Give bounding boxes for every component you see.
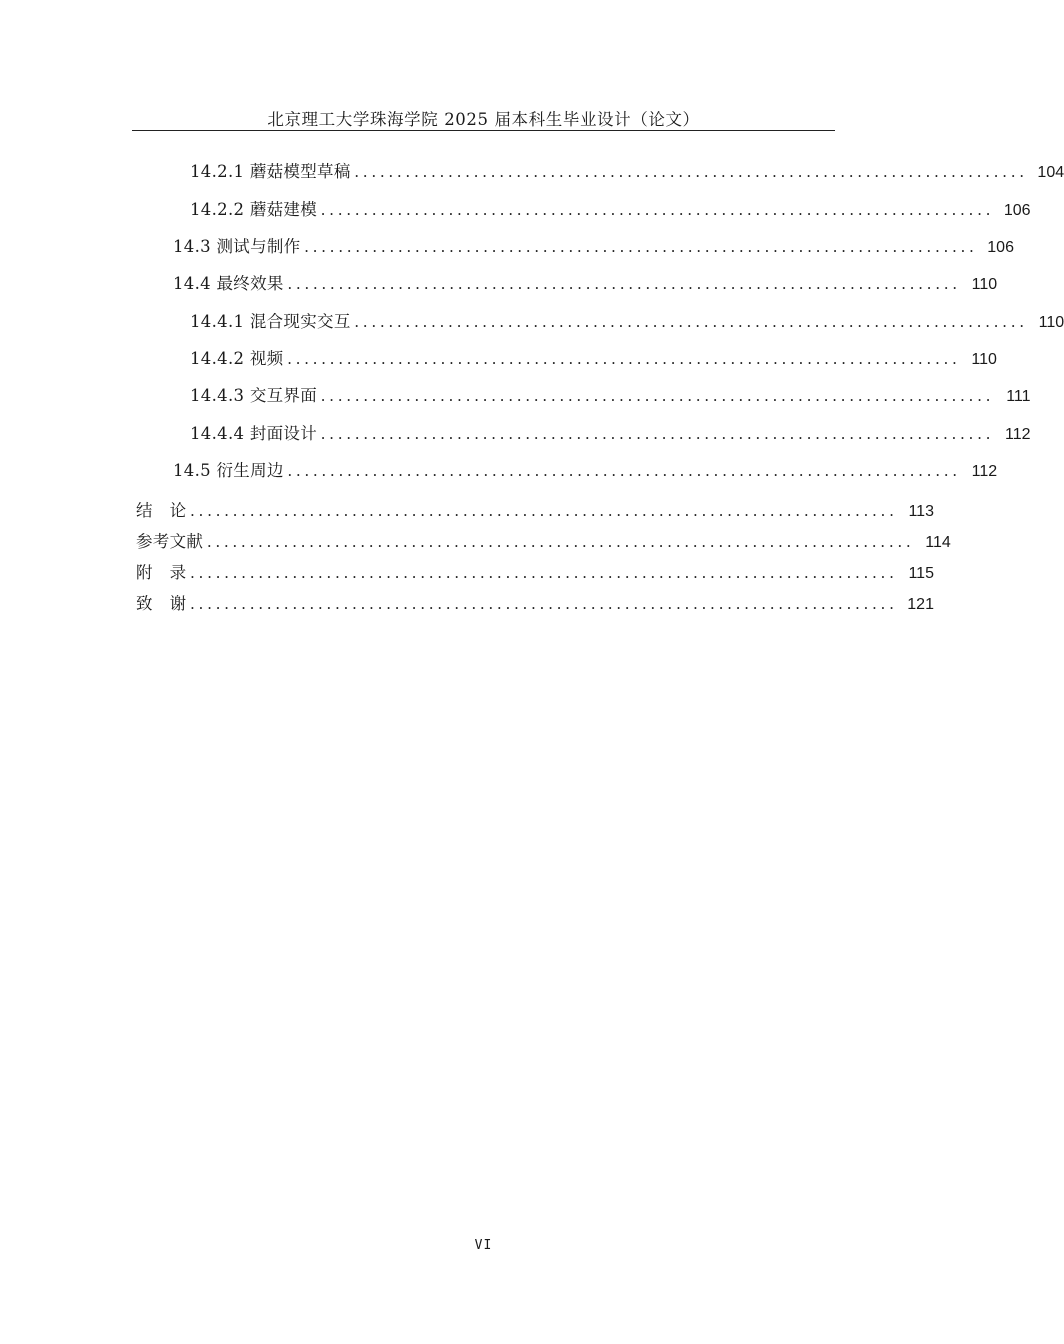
toc-dot-leader: ...................................................................................	[190, 563, 898, 582]
toc-entry-page: 113	[908, 503, 934, 520]
toc-entry-page: 121	[907, 596, 934, 613]
toc-entry-label: 参考文献	[136, 532, 204, 551]
toc-entry[interactable]	[136, 528, 951, 554]
toc-dot-leader: ...............................................................................	[321, 200, 995, 219]
toc-entry[interactable]	[190, 158, 1064, 184]
toc-entry-page: 111	[1006, 388, 1031, 405]
toc-entry[interactable]	[136, 559, 934, 585]
toc-entry-page: 114	[925, 534, 951, 551]
toc-entry[interactable]	[190, 196, 1031, 222]
toc-entry[interactable]	[190, 420, 1031, 446]
toc-entry-label: 14.2.2 蘑菇建模	[190, 200, 318, 219]
toc-entry-label: 14.4.3 交互界面	[190, 386, 318, 405]
toc-entry-page: 106	[1003, 202, 1031, 219]
toc-dot-leader: ...............................................................................	[321, 424, 995, 443]
page-number: VI	[474, 1238, 493, 1253]
toc-entry[interactable]	[173, 457, 998, 483]
toc-entry-page: 110	[971, 351, 997, 368]
toc-entry-label: 14.4 最终效果	[173, 274, 284, 293]
toc-dot-leader: ...............................................................................	[287, 274, 962, 293]
toc-dot-leader: ...............................................................................	[321, 386, 995, 405]
toc-entry-label: 14.5 衍生周边	[173, 461, 284, 480]
toc-dot-leader: ...............................................................................	[287, 349, 961, 368]
toc-dot-leader: ...................................................................................	[207, 532, 915, 551]
page-header-title: 北京理工大学珠海学院 2025 届本科生毕业设计（论文）	[267, 110, 700, 129]
toc-dot-leader: ...............................................................................	[287, 461, 962, 480]
toc-entry-page: 110	[971, 276, 998, 293]
toc-entry[interactable]	[190, 382, 1031, 408]
toc-entry-label: 14.2.1 蘑菇模型草稿	[190, 162, 351, 181]
toc-dot-leader: ...................................................................................	[190, 594, 898, 613]
toc-entry[interactable]	[136, 497, 934, 523]
toc-entry-page: 104	[1037, 164, 1064, 181]
toc-entry[interactable]	[173, 233, 1014, 259]
toc-dot-leader: ...............................................................................	[354, 312, 1029, 331]
toc-dot-leader: ...................................................................................	[190, 501, 898, 520]
toc-entry-page: 115	[908, 565, 934, 582]
toc-entry[interactable]	[136, 590, 934, 616]
toc-entry-label: 14.4.1 混合现实交互	[190, 312, 351, 331]
toc-entry-label: 14.4.2 视频	[190, 349, 284, 368]
toc-entry-label: 14.3 测试与制作	[173, 237, 301, 256]
toc-entry[interactable]	[190, 345, 997, 371]
toc-dot-leader: ...............................................................................	[304, 237, 978, 256]
toc-entry[interactable]	[190, 308, 1064, 334]
header-divider	[132, 130, 835, 131]
toc-entry-label: 14.4.4 封面设计	[190, 424, 318, 443]
toc-dot-leader: ...............................................................................	[354, 162, 1029, 181]
toc-entry-page: 110	[1038, 314, 1064, 331]
toc-entry[interactable]	[173, 270, 998, 296]
toc-entry-label: 致 谢	[136, 594, 187, 613]
toc-entry-label: 结 论	[136, 501, 187, 520]
toc-entry-page: 112	[1005, 426, 1031, 443]
toc-entry-label: 附 录	[136, 563, 187, 582]
toc-entry-page: 112	[971, 463, 998, 480]
toc-entry-page: 106	[987, 239, 1014, 256]
